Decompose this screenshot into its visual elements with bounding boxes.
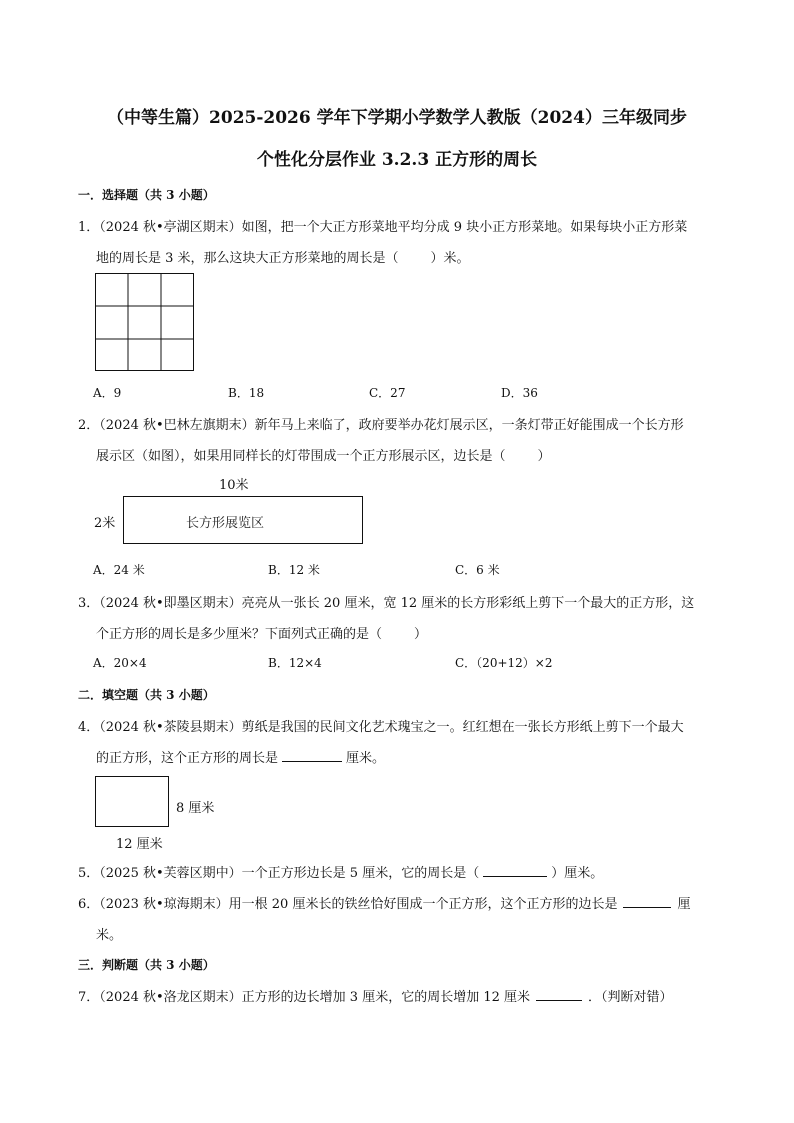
question-4-tail: 厘米。	[346, 751, 386, 766]
question-4-line2	[96, 747, 385, 766]
question-7-tail: ．（判断对错）	[588, 990, 673, 1005]
section-fill-heading: 二．填空题（共 3 小题）	[78, 688, 215, 702]
question-3-line2	[96, 623, 427, 642]
question-3-text: 个正方形的周长是多少厘米？下面列式正确的是（	[96, 627, 383, 642]
question-2-line2	[96, 445, 551, 464]
paper-width-label: 8 厘米	[176, 801, 215, 816]
question-7-line	[78, 986, 673, 1005]
question-2-tail: ）	[537, 449, 551, 464]
question-1-grid-figure	[95, 273, 194, 371]
question-2-option-c[interactable]: C．6 米	[455, 563, 500, 577]
exhibition-rectangle-label: 长方形展览区	[186, 516, 265, 531]
question-1-text: 地的周长是 3 米，那么这块大正方形菜地的周长是（	[96, 251, 399, 266]
grid-svg	[95, 273, 194, 371]
question-7-answer-blank[interactable]	[536, 986, 582, 1001]
question-4-line1: 4．（2024 秋•茶陵县期末）剪纸是我国的民间文化艺术瑰宝之一。红红想在一张长方形纸上剪下一个最大	[78, 720, 684, 735]
rectangle-width-label: 2米	[94, 516, 116, 531]
question-1-option-a[interactable]: A．9	[93, 386, 122, 400]
document-title-line1: （中等生篇）2025-2026 学年下学期小学数学人教版（2024）三年级同步	[107, 108, 687, 128]
question-5-tail: ）厘米。	[551, 866, 604, 881]
question-1-line1: 1．（2024 秋•亭湖区期末）如图，把一个大正方形菜地平均分成 9 块小正方形菜地。如果每块小正方形菜	[78, 220, 688, 235]
question-3-option-a[interactable]: A．20×4	[93, 656, 147, 670]
paper-length-label: 12 厘米	[116, 837, 163, 852]
question-2-option-b[interactable]: B．12 米	[268, 563, 320, 577]
question-4-text: 的正方形，这个正方形的周长是	[96, 751, 279, 766]
question-1-option-c[interactable]: C．27	[369, 386, 406, 400]
rectangle-length-label: 10米	[219, 478, 249, 493]
question-3-tail: ）	[414, 627, 428, 642]
question-1-option-b[interactable]: B．18	[228, 386, 265, 400]
paper-rectangle	[95, 776, 169, 827]
question-1-option-d[interactable]: D．36	[501, 386, 538, 400]
question-6-text: 6．（2023 秋•琼海期末）用一根 20 厘米长的铁丝恰好围成一个正方形，这个正方形的边长是	[78, 897, 618, 912]
question-4-answer-blank[interactable]	[282, 747, 342, 762]
question-6-line2: 米。	[96, 928, 123, 943]
question-6-answer-blank[interactable]	[623, 893, 671, 908]
question-3-option-b[interactable]: B．12×4	[268, 656, 322, 670]
question-5-answer-blank[interactable]	[483, 862, 547, 877]
section-judge-heading: 三．判断题（共 3 小题）	[78, 958, 215, 972]
question-2-text: 展示区（如图），如果用同样长的灯带围成一个正方形展示区，边长是（	[96, 449, 506, 464]
question-5-line	[78, 862, 603, 881]
question-6-line1	[78, 893, 690, 912]
question-3-option-c[interactable]: C．（20+12）×2	[455, 656, 553, 670]
question-6-tail: 厘	[677, 897, 691, 912]
question-7-text: 7．（2024 秋•洛龙区期末）正方形的边长增加 3 厘米，它的周长增加 12 厘米	[78, 990, 530, 1005]
question-3-line1: 3．（2024 秋•即墨区期末）亮亮从一张长 20 厘米，宽 12 厘米的长方形彩纸上剪下一个最大的正方形，这	[78, 596, 695, 611]
document-title-line2: 个性化分层作业 3.2.3 正方形的周长	[256, 150, 538, 170]
question-2-line1: 2．（2024 秋•巴林左旗期末）新年马上来临了，政府要举办花灯展示区，一条灯带正好能围成一个长方形	[78, 418, 684, 433]
question-2-option-a[interactable]: A．24 米	[93, 563, 145, 577]
section-choice-heading: 一．选择题（共 3 小题）	[78, 188, 215, 202]
question-5-text: 5．（2025 秋•芙蓉区期中）一个正方形边长是 5 厘米，它的周长是（	[78, 866, 480, 881]
question-1-tail: ）米。	[430, 251, 470, 266]
question-1-line2	[96, 247, 470, 266]
